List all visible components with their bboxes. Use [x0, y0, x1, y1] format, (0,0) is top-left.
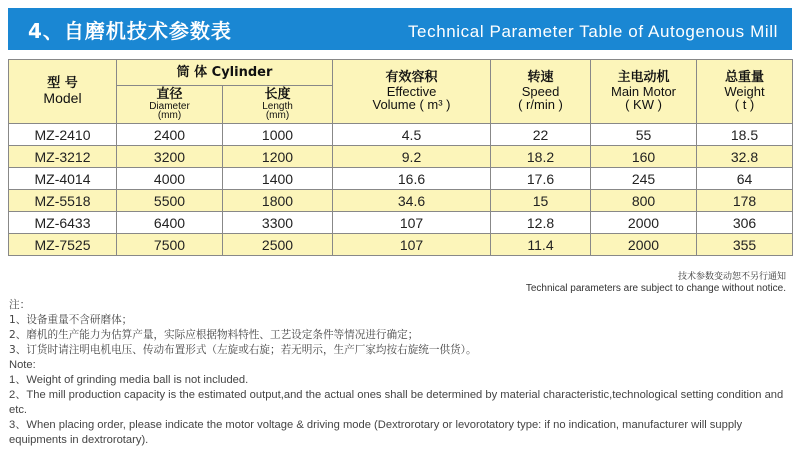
cell-model: MZ-7525	[9, 234, 117, 256]
header-speed: 转速 Speed ( r/min )	[491, 60, 591, 124]
note-cn-1: 1、设备重量不含研磨体；	[9, 314, 133, 326]
table-body	[9, 124, 793, 256]
notice-english: Technical parameters are subject to change without notice.	[525, 283, 786, 295]
cell-speed: 22	[491, 124, 591, 146]
cell-motor: 160	[591, 146, 697, 168]
cell-weight: 64	[697, 168, 793, 190]
cell-volume: 4.5	[333, 124, 491, 146]
parameter-table	[8, 59, 793, 256]
cell-length: 3300	[223, 212, 333, 234]
table-row	[9, 124, 793, 146]
cell-length: 2500	[223, 234, 333, 256]
cell-length: 1400	[223, 168, 333, 190]
cell-diameter: 4000	[117, 168, 223, 190]
cell-speed: 17.6	[491, 168, 591, 190]
cell-volume: 16.6	[333, 168, 491, 190]
cell-model: MZ-5518	[9, 190, 117, 212]
cell-motor: 55	[591, 124, 697, 146]
cell-volume: 107	[333, 234, 491, 256]
cell-length: 1000	[223, 124, 333, 146]
cell-weight: 306	[697, 212, 793, 234]
cell-weight: 355	[697, 234, 793, 256]
cell-volume: 34.6	[333, 190, 491, 212]
cell-model: MZ-2410	[9, 124, 117, 146]
cell-diameter: 3200	[117, 146, 223, 168]
header-weight: 总重量 Weight ( t )	[697, 60, 793, 124]
cell-motor: 2000	[591, 234, 697, 256]
cell-model: MZ-6433	[9, 212, 117, 234]
header-length: 长度 Length (mm)	[223, 86, 333, 124]
cell-motor: 2000	[591, 212, 697, 234]
cell-speed: 11.4	[491, 234, 591, 256]
header-model: 型 号 Model	[9, 60, 117, 124]
notes-title-cn: 注：	[9, 299, 31, 311]
cell-speed: 18.2	[491, 146, 591, 168]
cell-weight: 32.8	[697, 146, 793, 168]
cell-volume: 107	[333, 212, 491, 234]
table-row	[9, 146, 793, 168]
cell-speed: 12.8	[491, 212, 591, 234]
note-cn-3: 3、订货时请注明电机电压、传动布置形式（左旋或右旋；若无明示，生产厂家均按右旋统一供货）。	[9, 344, 477, 356]
table-row	[9, 234, 793, 256]
table-row	[9, 168, 793, 190]
cell-motor: 800	[591, 190, 697, 212]
header-volume: 有效容积 Effective Volume ( m³ )	[333, 60, 491, 124]
cell-speed: 15	[491, 190, 591, 212]
cell-weight: 178	[697, 190, 793, 212]
note-en-2: 2、The mill production capacity is the estimated output,and the actual ones shall be determined by material characteristic,technological setting condition and etc.	[9, 389, 784, 416]
cell-model: MZ-4014	[9, 168, 117, 190]
header-diameter: 直径 Diameter (mm)	[117, 86, 223, 124]
notes-title-en: Note:	[9, 359, 36, 371]
cell-diameter: 7500	[117, 234, 223, 256]
header-cylinder: 筒 体 Cylinder	[117, 60, 333, 86]
section-header	[8, 8, 792, 50]
note-cn-2: 2、磨机的生产能力为估算产量，实际应根据物料特性、工艺设定条件等情况进行确定；	[9, 329, 419, 341]
table-row	[9, 212, 793, 234]
parameter-table-wrapper	[8, 59, 792, 256]
cell-diameter: 2400	[117, 124, 223, 146]
cell-diameter: 5500	[117, 190, 223, 212]
cell-model: MZ-3212	[9, 146, 117, 168]
title-chinese: 4、自磨机技术参数表	[28, 18, 232, 43]
header-motor: 主电动机 Main Motor ( KW )	[591, 60, 697, 124]
notice-chinese: 技术参数变动恕不另行通知	[677, 272, 786, 282]
cell-diameter: 6400	[117, 212, 223, 234]
cell-length: 1800	[223, 190, 333, 212]
change-notice	[526, 272, 786, 296]
note-en-1: 1、Weight of grinding media ball is not included.	[9, 374, 249, 386]
cell-length: 1200	[223, 146, 333, 168]
note-en-3: 3、When placing order, please indicate the motor voltage & driving mode (Dextrorotary or levorotatory type: if no indication, manufacturer will supply equipments in dextrorotary).	[9, 419, 743, 446]
table-row	[9, 190, 793, 212]
title-english: Technical Parameter Table of Autogenous Mill	[407, 22, 778, 41]
cell-motor: 245	[591, 168, 697, 190]
cell-volume: 9.2	[333, 146, 491, 168]
cell-weight: 18.5	[697, 124, 793, 146]
notes-section	[9, 298, 794, 448]
